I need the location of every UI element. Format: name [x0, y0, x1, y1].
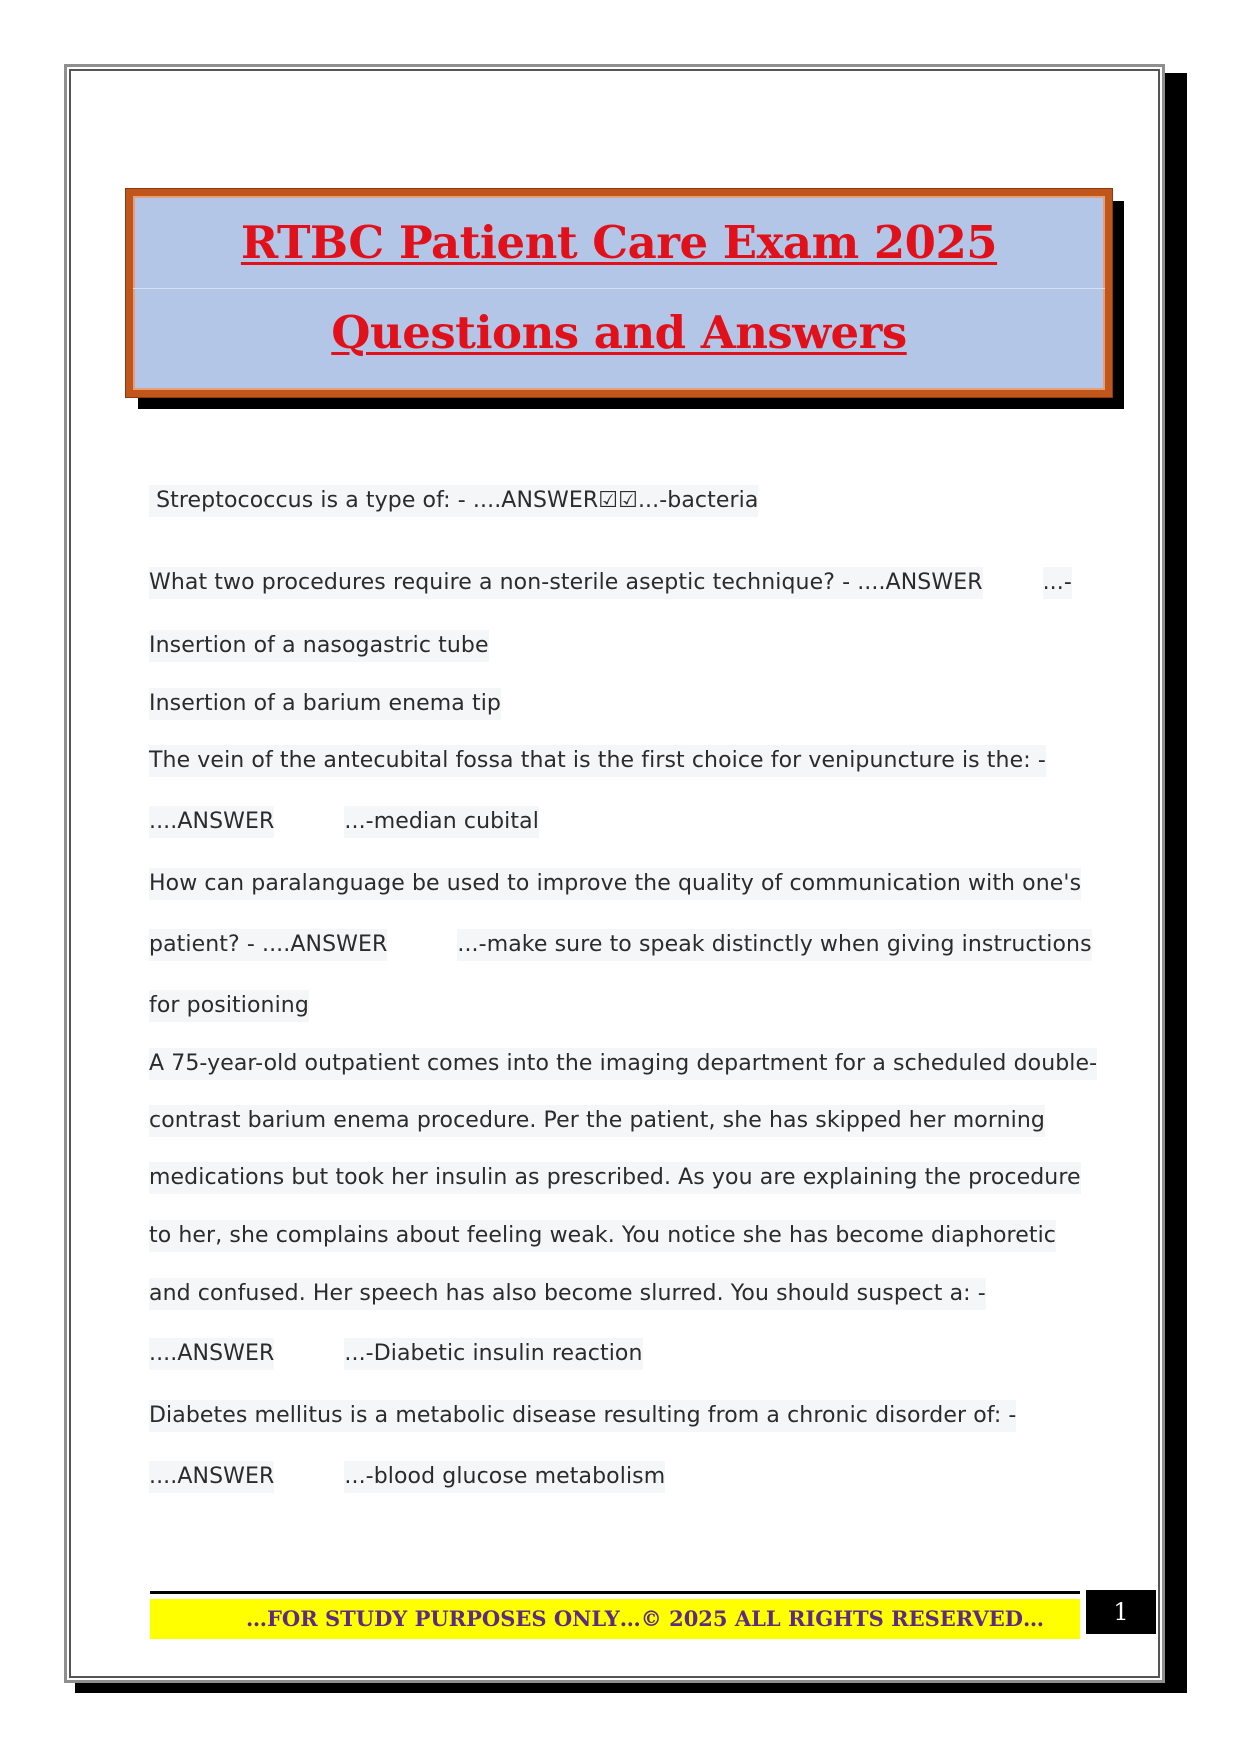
q3-answer-label: ....ANSWER [149, 809, 275, 834]
q3-answer-line [149, 806, 539, 838]
q5-answer-label: ....ANSWER [149, 1341, 275, 1366]
title-divider [133, 288, 1105, 289]
footer-text: …FOR STUDY PURPOSES ONLY…© 2025 ALL RIGHTS RESERVED… [246, 1606, 1044, 1631]
q5-answer: ...-Diabetic insulin reaction [344, 1341, 643, 1366]
q6-question: Diabetes mellitus is a metabolic disease resulting from a chronic disorder of: - [149, 1403, 1017, 1428]
q5-line-2 [149, 1105, 1045, 1137]
q3-answer: ...-median cubital [344, 809, 539, 834]
q5-line-3 [149, 1162, 1081, 1194]
q6-answer-label: ....ANSWER [149, 1464, 275, 1489]
q5-text-1: A 75-year-old outpatient comes into the imaging department for a scheduled double- [149, 1051, 1098, 1076]
title-line-1: RTBC Patient Care Exam 2025 [240, 216, 998, 269]
footer-banner [150, 1599, 1080, 1639]
q2-answer-1-text: Insertion of a nasogastric tube [149, 633, 489, 658]
title-line-2: Questions and Answers [331, 306, 907, 359]
q5-text-4: to her, she complains about feeling weak. You notice she has become diaphoretic [149, 1223, 1056, 1248]
q4-question: How can paralanguage be used to improve the quality of communication with one's [149, 871, 1082, 896]
q4-answer-continued [149, 990, 309, 1022]
q4-answer-label: patient? - ....ANSWER [149, 932, 388, 957]
q4-answer-continued-text: for positioning [149, 993, 309, 1018]
q5-text-3: medications but took her insulin as prescribed. As you are explaining the procedure [149, 1165, 1081, 1190]
q5-line-5 [149, 1278, 986, 1310]
q2-answer-1 [149, 630, 489, 662]
q1-line [149, 485, 758, 517]
q5-text-2: contrast barium enema procedure. Per the patient, she has skipped her morning [149, 1108, 1045, 1133]
q6-question-line [149, 1400, 1016, 1432]
footer-rule [150, 1591, 1080, 1594]
q2-question-line [149, 567, 1072, 599]
q2-answer-2-text: Insertion of a barium enema tip [149, 691, 501, 716]
q3-question-line [149, 745, 1046, 777]
q2-marker: ...- [1042, 570, 1072, 595]
title-box [126, 189, 1112, 397]
q6-answer: ...-blood glucose metabolism [344, 1464, 666, 1489]
page-number: 1 [1086, 1590, 1156, 1634]
q1-text: Streptococcus is a type of: - ....ANSWER☑☑...-bacteria [149, 488, 759, 513]
q5-text-5: and confused. Her speech has also become slurred. You should suspect a: - [149, 1281, 986, 1306]
q3-question: The vein of the antecubital fossa that is the first choice for venipuncture is the: - [149, 748, 1046, 773]
q2-answer-2 [149, 688, 501, 720]
q4-question-line [149, 868, 1081, 900]
q5-line-4 [149, 1220, 1056, 1252]
q6-answer-line [149, 1461, 665, 1493]
q4-answer: ...-make sure to speak distinctly when giving instructions [457, 932, 1092, 957]
q5-line-1 [149, 1048, 1097, 1080]
q4-answer-line [149, 929, 1092, 961]
q5-answer-line [149, 1338, 643, 1370]
q2-question: What two procedures require a non-sterile aseptic technique? - ....ANSWER [149, 570, 983, 595]
